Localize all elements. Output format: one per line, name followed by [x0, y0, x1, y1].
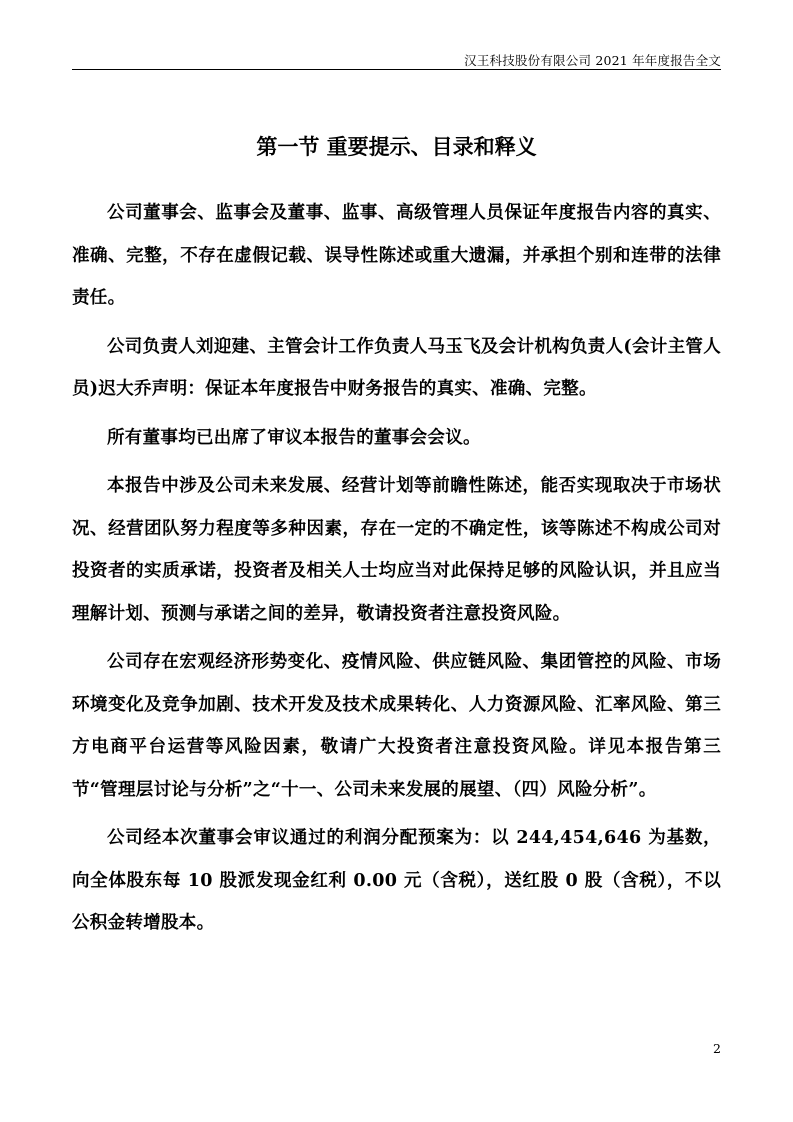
paragraph-forward-looking-statements: 本报告中涉及公司未来发展、经营计划等前瞻性陈述，能否实现取决于市场状况、经营团队努力程度等多种因素，存在一定的不确定性，该等陈述不构成公司对投资者的实质承诺，投资者及相关人士均应当对此保持足够的风险认识，并且应当理解计划、预测与承诺之间的差异，敬请投资者注意投资风险。 [72, 476, 721, 624]
running-header: 汉王科技股份有限公司 2021 年年度报告全文 [464, 53, 721, 68]
header-divider [72, 69, 721, 70]
paragraph-profit-distribution: 公司经本次董事会审议通过的利润分配预案为：以 244,454,646 为基数，向全体股东每 10 股派发现金红利 0.00 元（含税），送红股 0 股（含税），不以公积金转增股本。 [72, 828, 721, 933]
document-body [72, 192, 721, 951]
paragraph-board-attendance: 所有董事均已出席了审议本报告的董事会会议。 [107, 427, 481, 448]
paragraph-risk-factors: 公司存在宏观经济形势变化、疫情风险、供应链风险、集团管控的风险、市场环境变化及竞争加剧、技术开发及技术成果转化、人力资源风险、汇率风险、第三方电商平台运营等风险因素，敬请广大投资者注意投资风险。详见本报告第三节“管理层讨论与分析”之“十一、公司未来发展的展望、（四）风险分析”。 [72, 652, 721, 800]
paragraph-executive-declaration: 公司负责人刘迎建、主管会计工作负责人马玉飞及会计机构负责人(会计主管人员)迟大乔声明：保证本年度报告中财务报告的真实、准确、完整。 [72, 336, 721, 399]
paragraph-responsibility-statement: 公司董事会、监事会及董事、监事、高级管理人员保证年度报告内容的真实、准确、完整，不存在虚假记载、误导性陈述或重大遗漏，并承担个别和连带的法律责任。 [72, 203, 721, 308]
page-number: 2 [713, 1041, 721, 1056]
section-title: 第一节 重要提示、目录和释义 [256, 134, 537, 159]
